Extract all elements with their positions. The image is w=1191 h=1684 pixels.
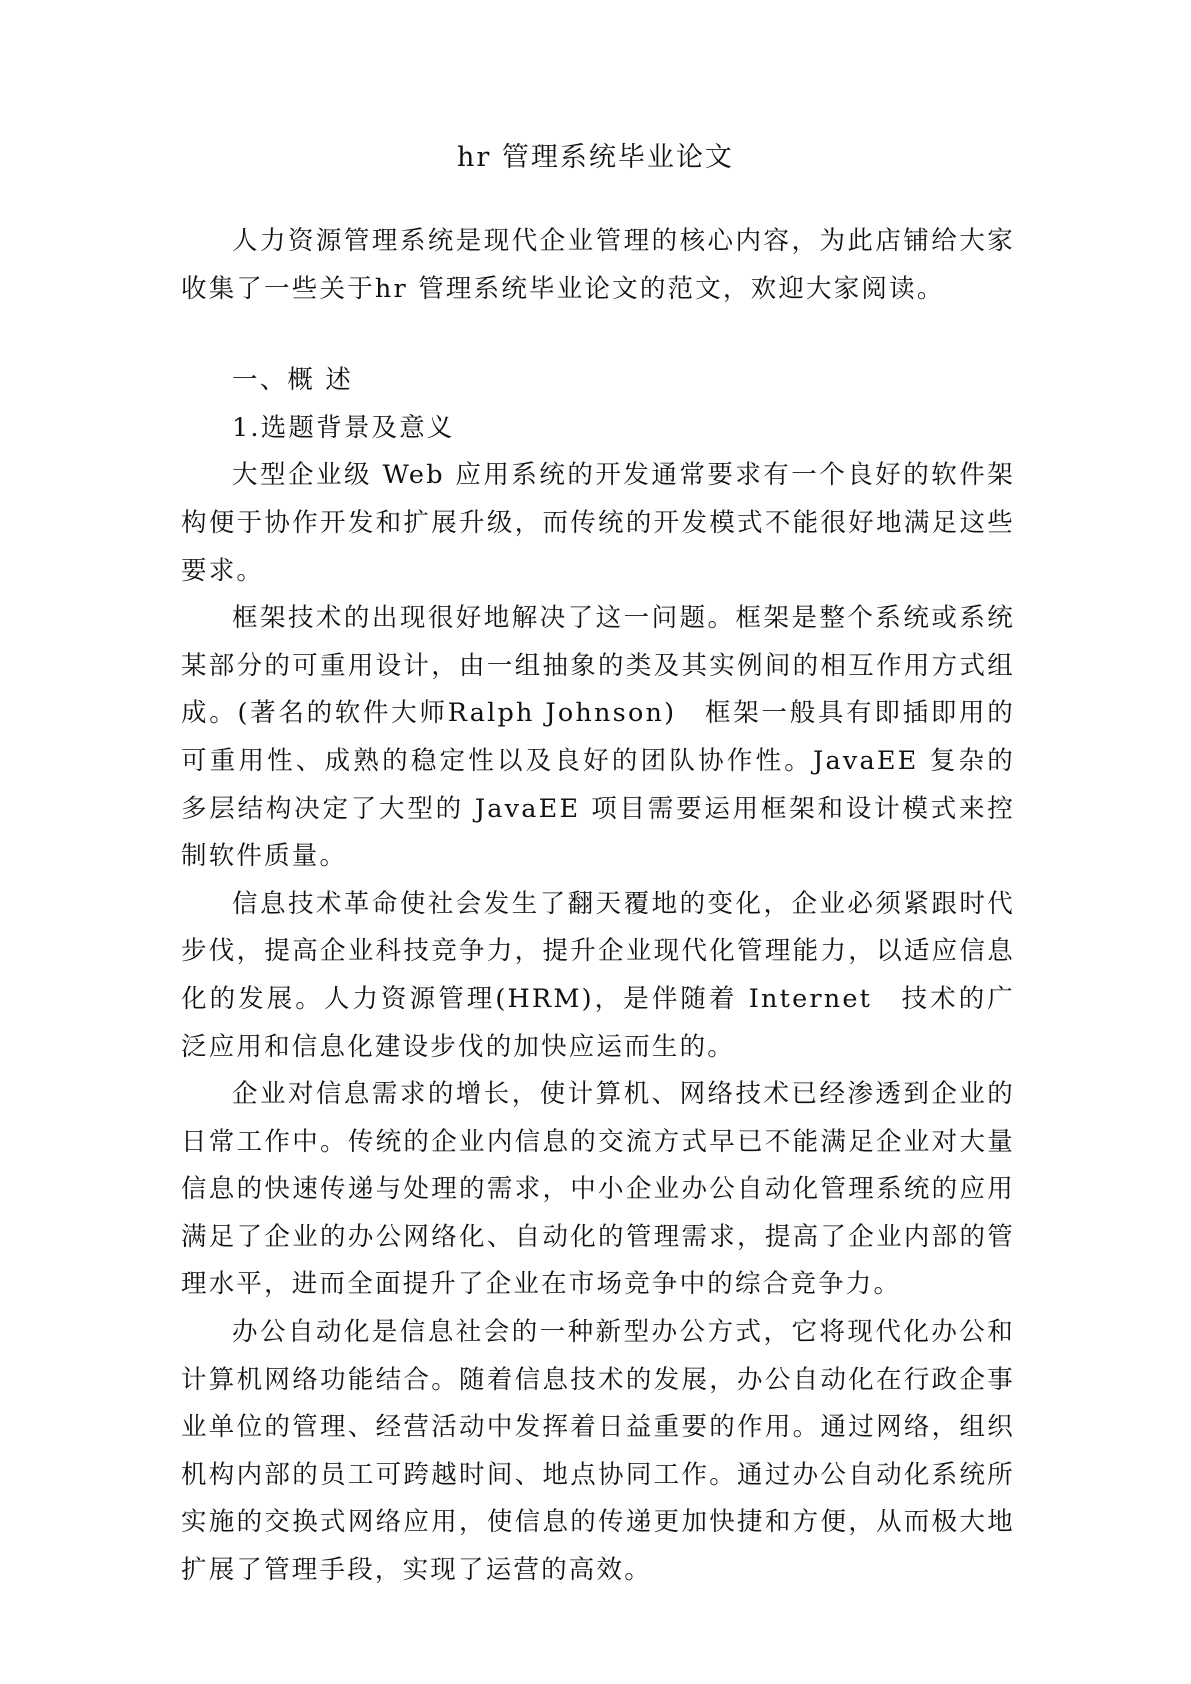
body-paragraph-5: 办公自动化是信息社会的一种新型办公方式，它将现代化办公和计算机网络功能结合。随着信息技术的发展，办公自动化在行政企事业单位的管理、经营活动中发挥着日益重要的作用。通过网络，组织机构内部的员工可跨越时间、地点协同工作。通过办公自动化系统所实施的交换式网络应用，使信息的传递更加快捷和方便，从而极大地扩展了管理手段，实现了运营的高效。 xyxy=(181,1317,1015,1586)
section-heading: 一、概 述 xyxy=(232,365,354,396)
body-paragraph-4: 企业对信息需求的增长，使计算机、网络技术已经渗透到企业的日常工作中。传统的企业内信息的交流方式早已不能满足企业对大量信息的快速传递与处理的需求，中小企业办公自动化管理系统的应用满足了企业的办公网络化、自动化的管理需求，提高了企业内部的管理水平，进而全面提升了企业在市场竞争中的综合竞争力。 xyxy=(181,1079,1015,1300)
document-body xyxy=(181,218,1015,1595)
body-paragraph-2: 框架技术的出现很好地解决了这一问题。框架是整个系统或系统某部分的可重用设计，由一组抽象的类及其实例间的相互作用方式组成。(著名的软件大师Ralph Johnson) 框架一般具有即插即用的可重用性、成熟的稳定性以及良好的团队协作性。JavaEE 复杂的多层结构决定了大型的 JavaEE 项目需要运用框架和设计模式来控制软件质量。 xyxy=(181,603,1015,872)
body-paragraph-1: 大型企业级 Web 应用系统的开发通常要求有一个良好的软件架构便于协作开发和扩展升级，而传统的开发模式不能很好地满足这些要求。 xyxy=(181,460,1015,586)
subsection-heading: 1.选题背景及意义 xyxy=(232,412,455,443)
intro-paragraph: 人力资源管理系统是现代企业管理的核心内容，为此店铺给大家收集了一些关于hr 管理系统毕业论文的范文，欢迎大家阅读。 xyxy=(181,226,1015,304)
body-paragraph-3: 信息技术革命使社会发生了翻天覆地的变化，企业必须紧跟时代步伐，提高企业科技竞争力，提升企业现代化管理能力，以适应信息化的发展。人力资源管理(HRM)，是伴随着 Internet 技术的广泛应用和信息化建设步伐的加快应运而生的。 xyxy=(181,888,1015,1062)
document-title: hr 管理系统毕业论文 xyxy=(457,142,734,173)
